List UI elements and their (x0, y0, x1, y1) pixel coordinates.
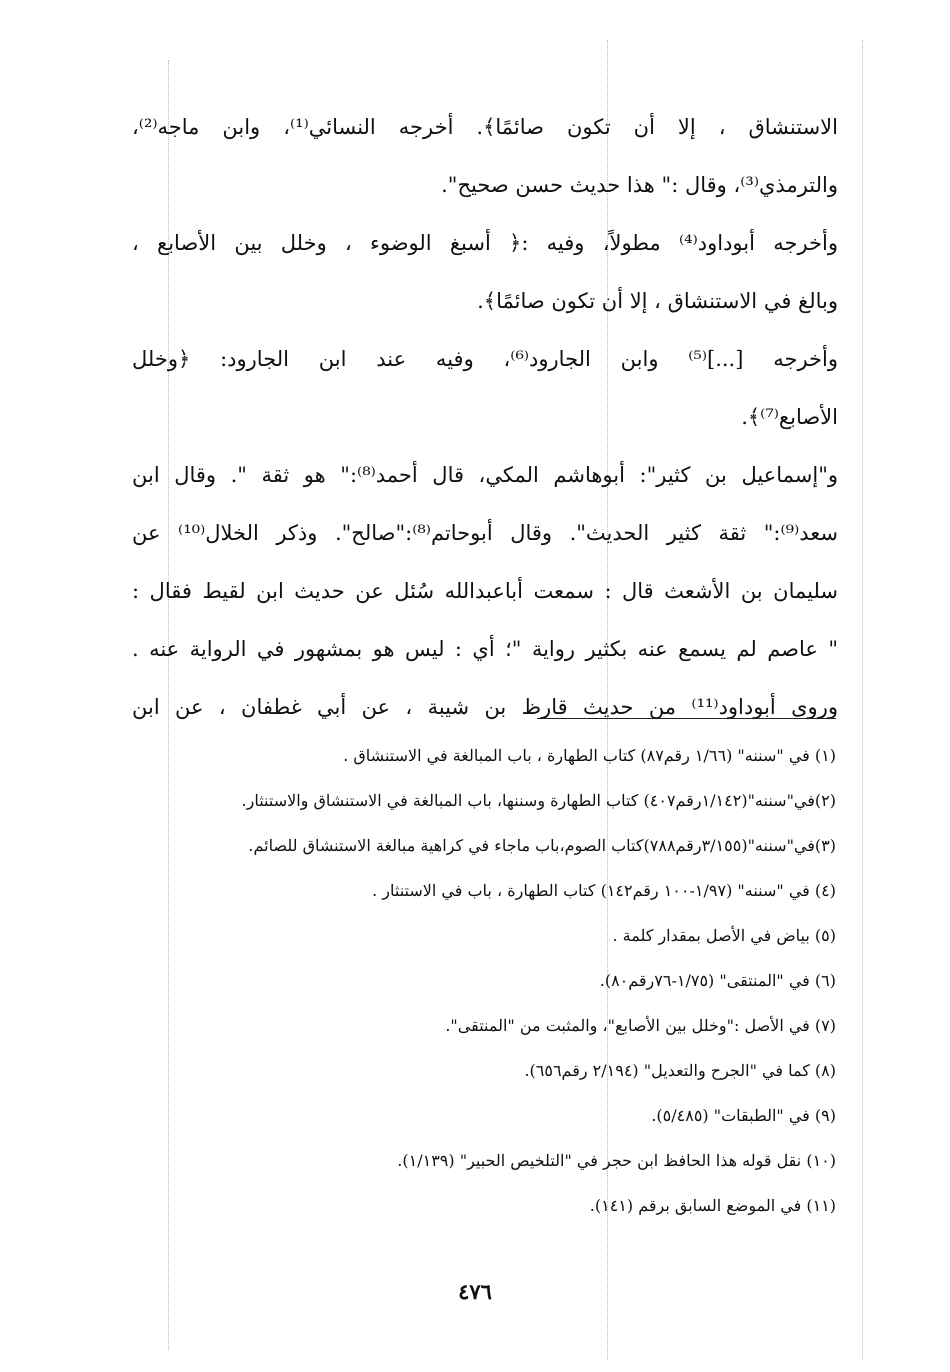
text-line: وروى أبوداود⁽¹¹⁾ من حديث قارظ بن شيبة ، عن أبي غطفان ، عن ابن (132, 695, 838, 719)
scan-guide-line (862, 40, 863, 1360)
text-line: " عاصم لم يسمع عنه بكثير رواية "؛ أي : ليس هو بمشهور في الرواية عنه . (132, 637, 838, 661)
text-line: والترمذي⁽³⁾، وقال :" هذا حديث حسن صحيح". (441, 173, 838, 197)
footnote: (٩) في "الطبقات" (٥/٤٨٥). (651, 1106, 836, 1125)
footnote: (٤) في "سننه" (١/٩٧-١٠٠ رقم١٤٢) كتاب الطهارة ، باب في الاستنثار . (372, 881, 836, 900)
footnote-separator (537, 718, 836, 719)
footnote: (٨) كما في "الجرح والتعديل" (٢/١٩٤ رقم٦٥٦). (524, 1061, 836, 1080)
footnote: (٥) بياض في الأصل بمقدار كلمة . (612, 926, 836, 945)
text-line: سعد⁽⁹⁾:" ثقة كثير الحديث". وقال أبوحاتم⁽⁸⁾:"صالح". وذكر الخلال⁽¹⁰⁾ عن (132, 521, 838, 545)
text-line: و"إسماعيل بن كثير": أبوهاشم المكي، قال أحمد⁽⁸⁾:" هو ثقة ". وقال ابن (132, 463, 838, 487)
text-line: سليمان بن الأشعث قال : سمعت أباعبدالله سُئل عن حديث ابن لقيط فقال : (132, 579, 838, 603)
main-text (132, 98, 838, 736)
footnote: (٣)في"سننه"(٣/١٥٥رقم٧٨٨)كتاب الصوم،باب ماجاء في كراهية مبالغة الاستنشاق للصائم. (248, 836, 836, 855)
footnote: (١٠) نقل قوله هذا الحافظ ابن حجر في "التلخيص الحبير" (١/١٣٩). (397, 1151, 836, 1170)
page-number: ٤٧٦ (458, 1279, 492, 1304)
text-line: الاستنشاق ، إلا أن تكون صائمًا﴾. أخرجه النسائي⁽¹⁾، وابن ماجه⁽²⁾، (132, 115, 838, 139)
text-line: وأخرجه أبوداود⁽⁴⁾ مطولاً، وفيه :﴿ أسبغ الوضوء ، وخلل بين الأصابع ، (132, 231, 838, 255)
text-line: وبالغ في الاستنشاق ، إلا أن تكون صائمًا﴾. (477, 289, 838, 313)
footnote: (٦) في "المنتقى" (١/٧٥-٧٦رقم٨٠). (599, 971, 836, 990)
footnote: (٢)في"سننه"(١/١٤٢رقم٤٠٧) كتاب الطهارة وسننها، باب المبالغة في الاستنشاق والاستنثار. (241, 791, 836, 810)
text-line: وأخرجه [...]⁽⁵⁾ وابن الجارود⁽⁶⁾، وفيه عند ابن الجارود: ﴿وخلل (132, 347, 838, 371)
text-line: الأصابع⁽⁷⁾﴾. (741, 405, 838, 429)
footnotes (200, 733, 836, 1228)
footnote: (١) في "سننه" (١/٦٦ رقم٨٧) كتاب الطهارة ، باب المبالغة في الاستنشاق . (343, 746, 836, 765)
footnote: (٧) في الأصل :"وخلل بين الأصابع"، والمثبت من "المنتقى". (445, 1016, 836, 1035)
footnote: (١١) في الموضع السابق برقم (١٤١). (589, 1196, 836, 1215)
